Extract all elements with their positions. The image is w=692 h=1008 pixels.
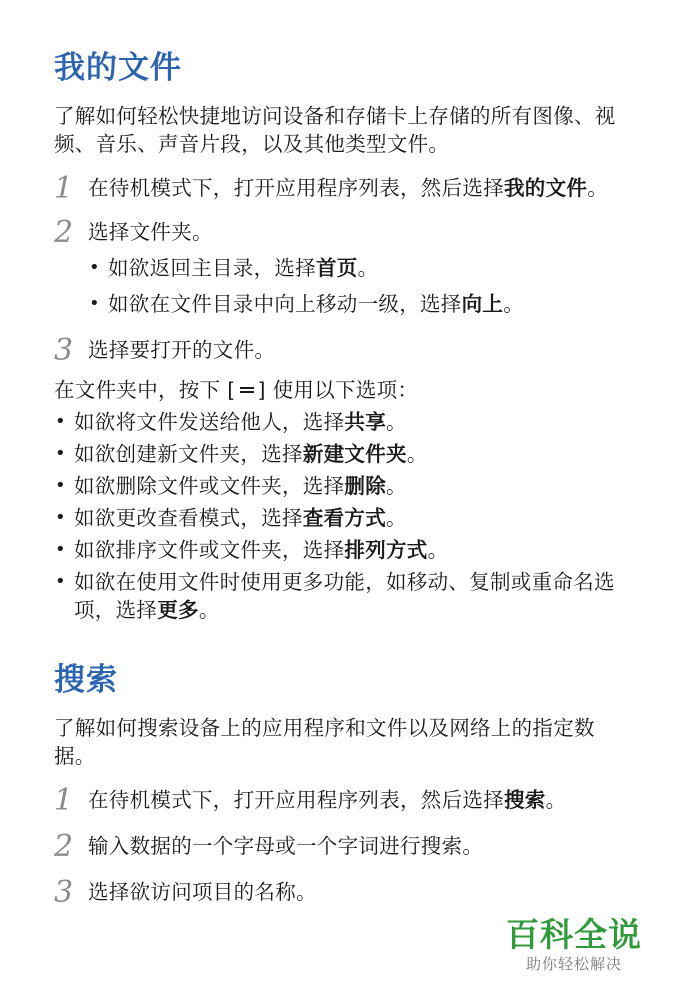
options-intro xyxy=(54,376,652,404)
list-item xyxy=(88,290,652,318)
option-tail: 。 xyxy=(386,474,407,498)
watermark-subtitle: 助你轻松解决 xyxy=(525,955,622,973)
option-text: 如欲排序文件或文件夹，选择 xyxy=(74,538,345,562)
option-text: 如欲创建新文件夹，选择 xyxy=(74,442,303,466)
bullet-tail: 。 xyxy=(357,256,379,280)
step-bold-term: 我的文件 xyxy=(504,176,588,200)
option-bold-term: 更多 xyxy=(157,598,199,622)
step-number: 1 xyxy=(54,783,74,818)
search-step-1 xyxy=(54,783,614,818)
bullet-bold-term: 首页 xyxy=(316,256,358,280)
step-text: 选择欲访问项目的名称。 xyxy=(88,880,317,904)
list-item xyxy=(54,440,652,468)
bullet-tail: 。 xyxy=(503,292,525,316)
step-text: 选择要打开的文件。 xyxy=(88,338,276,362)
bullet-text: 如欲返回主目录，选择 xyxy=(108,256,316,280)
list-item xyxy=(54,504,652,532)
option-bold-term: 删除 xyxy=(344,474,387,498)
step-tail: 。 xyxy=(545,788,567,812)
option-bold-term: 共享 xyxy=(344,410,387,434)
options-list xyxy=(54,408,652,624)
my-files-intro: 了解如何轻松快捷地访问设备和存储卡上存储的所有图像、视频、音乐、声音片段，以及其他类型文件。 xyxy=(54,104,616,156)
list-item xyxy=(54,536,652,564)
list-item xyxy=(54,408,652,436)
list-item xyxy=(54,472,652,500)
option-tail: 。 xyxy=(427,538,449,562)
step-number: 3 xyxy=(54,333,74,368)
bullet-text: 如欲在文件目录中向上移动一级，选择 xyxy=(108,292,462,316)
search-step-2 xyxy=(54,829,652,864)
search-intro: 了解如何搜索设备上的应用程序和文件以及网络上的指定数据。 xyxy=(54,716,595,768)
section-title-my-files: 我的文件 xyxy=(54,50,182,86)
step-text: 输入数据的一个字母或一个字词进行搜索。 xyxy=(88,834,484,858)
option-bold-term: 排列方式 xyxy=(344,538,428,562)
option-tail: 。 xyxy=(386,506,407,530)
my-files-step-3 xyxy=(54,333,652,368)
option-tail: 。 xyxy=(386,410,407,434)
step-text: 在待机模式下，打开应用程序列表，然后选择 xyxy=(88,176,504,200)
option-tail: 。 xyxy=(198,598,220,622)
my-files-step-2 xyxy=(54,215,652,250)
step-number: 2 xyxy=(54,829,74,864)
step-text: 选择文件夹。 xyxy=(88,220,213,244)
list-item xyxy=(54,568,624,624)
option-tail: 。 xyxy=(406,442,428,466)
search-step-3 xyxy=(54,875,652,910)
option-text: 如欲在使用文件时使用更多功能，如移动、复制或重命名选项，选择 xyxy=(74,570,615,622)
list-item xyxy=(88,254,652,282)
my-files-step-1 xyxy=(54,171,652,206)
section-title-search: 搜索 xyxy=(54,662,118,698)
options-intro-text: 在文件夹中，按下 [ xyxy=(54,378,236,402)
step-number: 3 xyxy=(54,875,74,910)
bullet-bold-term: 向上 xyxy=(461,292,504,316)
watermark-logo xyxy=(506,916,642,974)
options-intro-text-end: ] 使用以下选项： xyxy=(257,378,419,402)
option-bold-term: 查看方式 xyxy=(302,506,387,530)
option-text: 如欲将文件发送给他人，选择 xyxy=(74,410,345,434)
step-tail: 。 xyxy=(587,176,609,200)
menu-key-icon xyxy=(238,383,256,399)
watermark-title: 百科全说 xyxy=(506,915,642,954)
step-number: 1 xyxy=(54,171,74,206)
step-2-bullets xyxy=(54,254,652,318)
step-text: 在待机模式下，打开应用程序列表，然后选择 xyxy=(88,788,504,812)
option-bold-term: 新建文件夹 xyxy=(302,442,407,466)
step-number: 2 xyxy=(54,215,74,250)
step-bold-term: 搜索 xyxy=(504,788,546,812)
option-text: 如欲删除文件或文件夹，选择 xyxy=(74,474,345,498)
option-text: 如欲更改查看模式，选择 xyxy=(74,506,303,530)
